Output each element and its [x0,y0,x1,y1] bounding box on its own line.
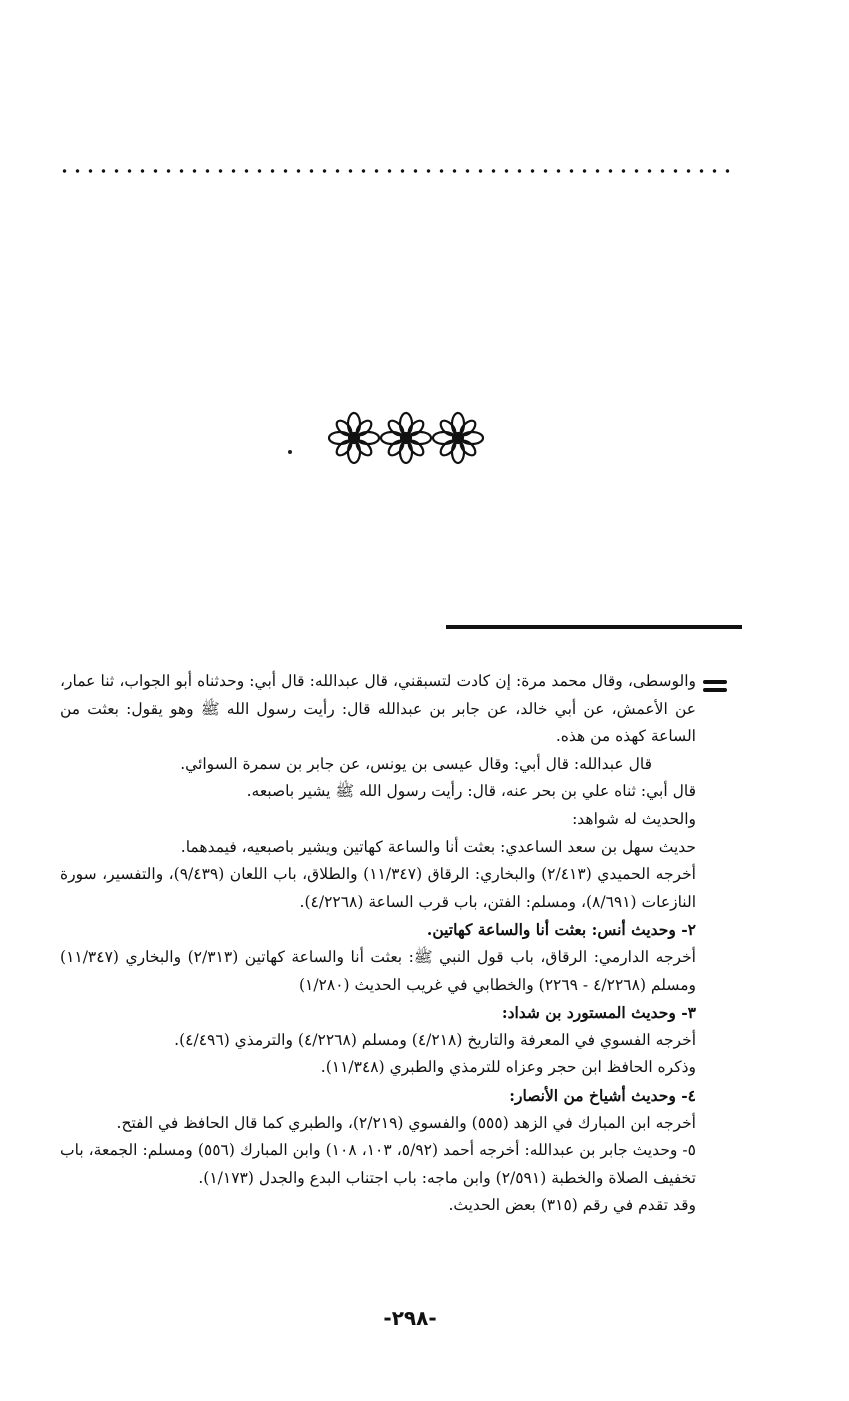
stray-mark [288,450,292,454]
footnote-paragraph: قال عبدالله: قال أبي: وقال عيسى بن يونس، عن جابر بن سمرة السوائي. [180,754,652,773]
flower-ornament-icon [326,408,486,468]
footnote-heading: ٢- وحديث أنس: بعثت أنا والساعة كهاتين. [426,920,696,940]
footnote-paragraph: أخرجه الفسوي في المعرفة والتاريخ (٤/٢١٨) ومسلم (٤/٢٢٦٨) والترمذي (٤/٤٩٦). [174,1030,696,1049]
footnote-paragraph: والحديث له شواهد: [572,809,696,828]
footnote-paragraph: والوسطى، وقال محمد مرة: إن كادت لتسبقني، قال عبدالله: قال أبي: وحدثناه أبو الجواب، ثنا عمار، عن الأعمش، عن أبي خالد، عن جابر بن عبدالله قال: رأيت رسول الله ﷺ وهو يقول: بعثت من الساعة كهذه من هذه. [60,672,696,746]
footnote-heading: ٣- وحديث المستورد بن شداد: [501,1003,696,1023]
footnote-paragraph: حديث سهل بن سعد الساعدي: بعثت أنا والساعة كهاتين ويشير باصبعيه، فيمدهما. [180,837,696,856]
footnote-paragraph: أخرجه الدارمي: الرقاق، باب قول النبي ﷺ: بعثت أنا والساعة كهاتين (٢/٣١٣) والبخاري (١١/٣٤٧) ومسلم (٤/٢٢٦٨ - ٢٢٦٩) والخطابي في غريب الحديث (١/٢٨٠) [60,947,696,994]
flower-icon [381,413,431,463]
page-number: -٢٩٨- [383,1306,437,1330]
footnote-paragraph: ٥- وحديث جابر بن عبدالله: أخرجه أحمد (٥/٩٢، ١٠٣، ١٠٨) وابن المبارك (٥٥٦) ومسلم: الجمعة، باب تخفيف الصلاة والخطبة (٢/٥٩١) وابن ماجه: باب اجتناب البدع والجدل (١/١٧٣). [60,1141,696,1187]
footnote-paragraph: أخرجه ابن المبارك في الزهد (٥٥٥) والفسوي (٢/٢١٩)، والطبري كما قال الحافظ في الفتح. [116,1113,696,1132]
flower-icon [329,413,379,463]
footnote-paragraph: أخرجه الحميدي (٢/٤١٣) والبخاري: الرقاق (١١/٣٤٧) والطلاق، باب اللعان (٩/٤٣٩)، والتفسير، سورة النازعات (٨/٦٩١)، ومسلم: الفتن، باب قرب الساعة (٤/٢٢٦٨). [60,865,696,911]
footnote-paragraph: قال أبي: ثناه علي بن بحر عنه، قال: رأيت رسول الله ﷺ يشير باصبعه. [246,782,696,801]
flower-icon [433,413,483,463]
footnotes [60,668,696,1220]
footnote-paragraph: وذكره الحافظ ابن حجر وعزاه للترمذي والطبري (١١/٣٤٨). [320,1058,696,1077]
continuation-mark-icon [703,680,727,692]
dotted-separator [58,166,730,176]
footnote-separator [446,625,742,629]
footnote-heading: ٤- وحديث أشياخ من الأنصار: [509,1085,696,1105]
footnote-paragraph: وقد تقدم في رقم (٣١٥) بعض الحديث. [448,1196,696,1215]
